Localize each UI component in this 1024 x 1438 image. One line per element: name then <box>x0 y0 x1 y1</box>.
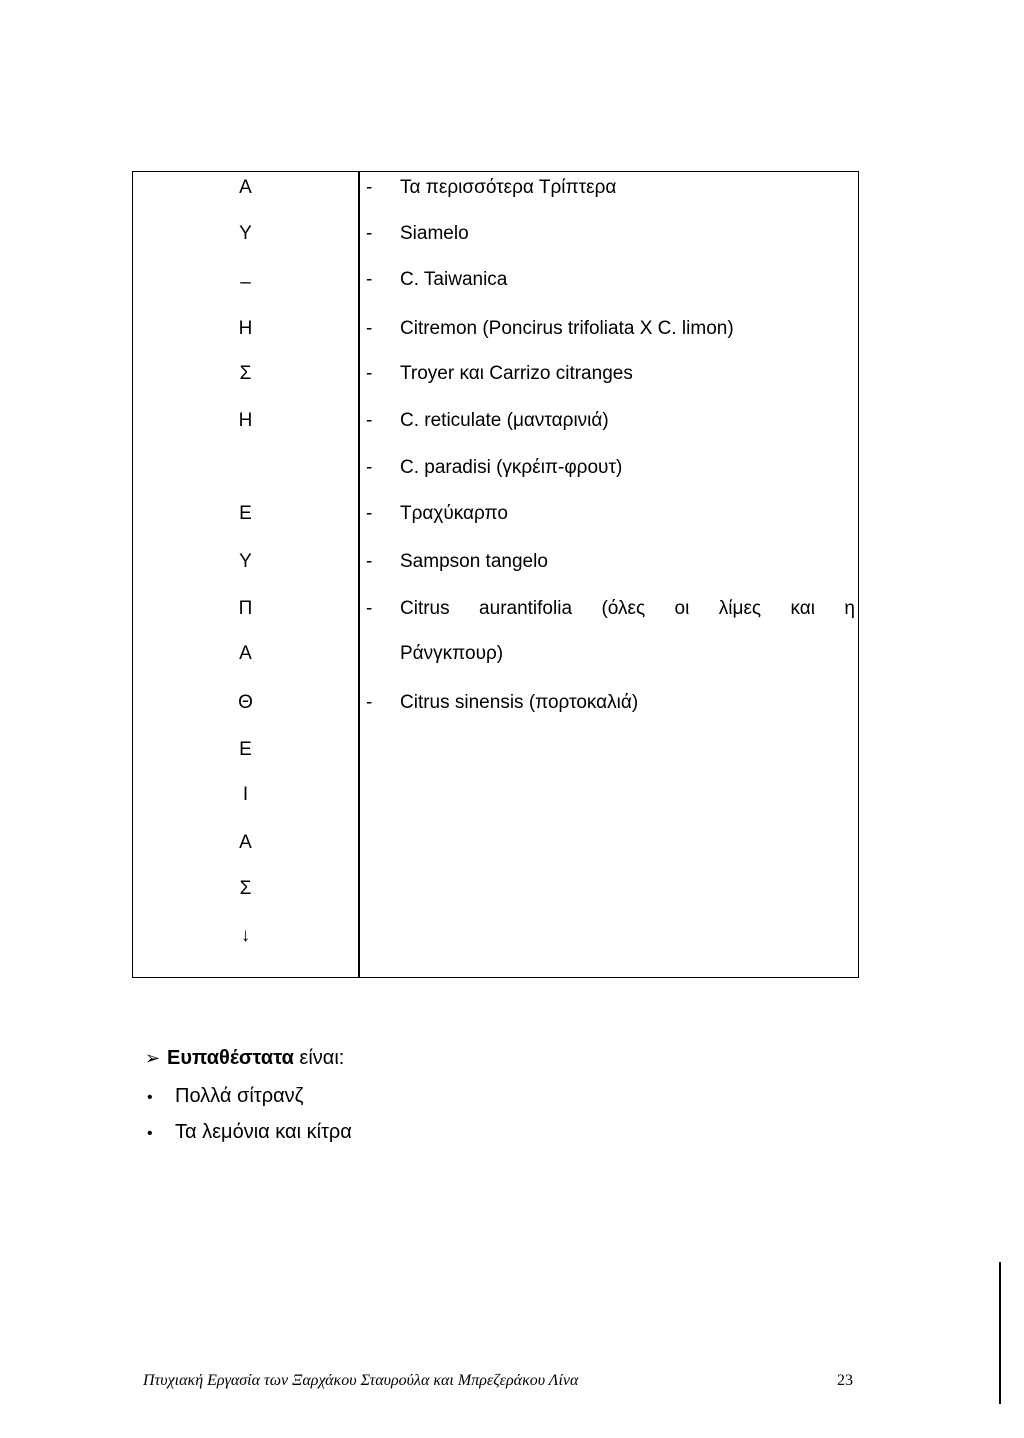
vertical-label-letter: Θ <box>238 692 253 713</box>
vertical-label-letter: Α <box>239 177 252 198</box>
bullet-icon: • <box>147 1089 153 1106</box>
vertical-label-letter: Π <box>238 598 253 619</box>
citrus-item: - C. Taiwanica <box>366 269 508 290</box>
citrus-item: - Siamelo <box>366 223 469 244</box>
citrus-item: - Τα περισσότερα Τρίπτερα <box>366 177 617 198</box>
arrowhead-bullet-icon: ➢ <box>145 1048 161 1068</box>
footer-text: Πτυχιακή Εργασία των Ξαρχάκου Σταυρούλα και Μπρεζεράκου Λίνα <box>143 1372 579 1389</box>
margin-rule <box>999 1262 1001 1404</box>
vertical-label-letter: Α <box>239 643 252 664</box>
sensitive-heading: ➢ Ευπαθέστατα είναι: <box>145 1047 345 1069</box>
vertical-label-letter: – <box>240 272 251 293</box>
vertical-label-letter: Σ <box>239 878 252 899</box>
resistance-table <box>132 171 859 978</box>
citrus-item: - Τραχύκαρπο <box>366 503 508 524</box>
vertical-label-letter: Σ <box>239 363 252 384</box>
vertical-label-letter: Υ <box>239 551 252 572</box>
citrus-item: - Citrus sinensis (πορτοκαλιά) <box>366 692 639 713</box>
vertical-label-letter: Α <box>239 832 252 853</box>
list-item: • Τα λεμόνια και κίτρα <box>145 1119 352 1147</box>
citrus-item: - Sampson tangelo <box>366 551 548 572</box>
vertical-label-letter: Ε <box>239 503 252 524</box>
citrus-item: - Citremon (Poncirus trifoliata X C. limon) <box>366 318 734 339</box>
citrus-item: - C. reticulate (μανταρινιά) <box>366 410 609 431</box>
bullet-icon: • <box>147 1125 153 1142</box>
citrus-item: - Troyer και Carrizo citranges <box>366 363 633 384</box>
list-item: • Πολλά σίτρανζ <box>145 1083 303 1111</box>
vertical-label-letter: Ι <box>242 784 249 805</box>
vertical-label-letter: Η <box>238 410 253 431</box>
vertical-label-letter: Υ <box>239 223 252 244</box>
citrus-item: - C. paradisi (γκρέιπ-φρουτ) <box>366 457 623 478</box>
page-footer <box>143 1372 853 1390</box>
page-number: 23 <box>837 1372 853 1389</box>
down-arrow-icon: ↓ <box>240 925 251 946</box>
column-divider <box>358 172 360 977</box>
vertical-label-letter: Η <box>238 318 253 339</box>
citrus-item-continued: Ράνγκπουρ) <box>400 643 504 664</box>
citrus-item: - Citrus aurantifolia (όλες οι λίμες και η <box>366 598 855 619</box>
vertical-label-letter: Ε <box>239 739 252 760</box>
